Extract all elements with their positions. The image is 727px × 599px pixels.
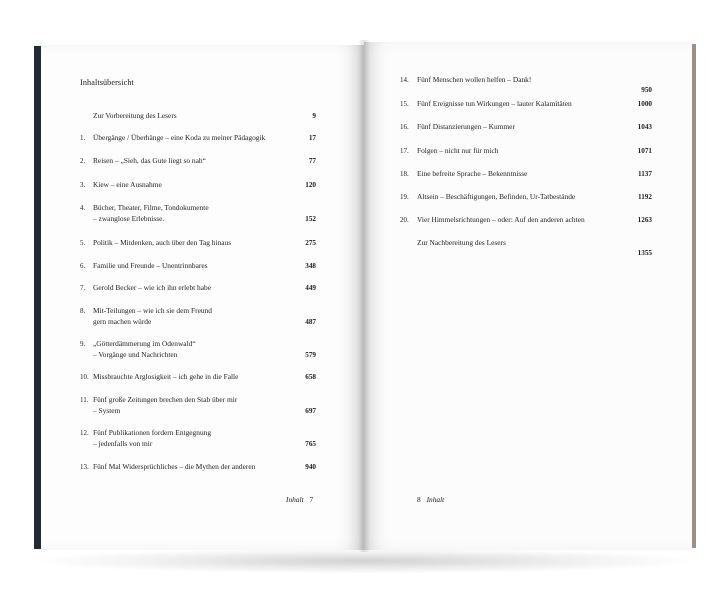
right-page-edge: [692, 44, 696, 548]
toc-entry-title: Fünf Mal Widersprüchliches – die Mythen der anderen: [93, 462, 256, 471]
toc-entry-page-number: 275: [305, 239, 316, 247]
toc-entry-page-number: 1137: [638, 170, 652, 178]
toc-entry-number: 7.: [80, 284, 86, 292]
toc-entry-title: Fünf große Zeitungen brechen den Stab über mir: [93, 395, 238, 404]
toc-entry-title: – System: [93, 406, 121, 415]
toc-entry-page-number: 1043: [637, 123, 652, 131]
toc-entry-page-number: 77: [308, 157, 316, 165]
toc-entry-number: 3.: [80, 181, 86, 189]
toc-entry-title: – jedenfalls von mir: [93, 439, 153, 448]
toc-entry-number: 4.: [80, 204, 86, 212]
toc-entry-title: Politik – Mitdenken, auch über den Tag hinaus: [93, 238, 232, 247]
right-footer-page-number: 8: [417, 495, 421, 504]
toc-entry-page-number: 152: [305, 215, 316, 223]
toc-entry-title: – Vorgänge und Nachrichten: [93, 350, 178, 359]
toc-entry-page-number: 120: [305, 181, 316, 189]
toc-entry-title: Übergänge / Überhänge – eine Koda zu meiner Pädagogik: [93, 133, 266, 142]
toc-entry-number: 10.: [80, 373, 89, 381]
toc-entry-title: Vier Himmelsrichtungen – oder: Auf den anderen achten: [417, 215, 585, 224]
toc-entry-title: Fünf Distanzierungen – Kummer: [417, 122, 515, 131]
toc-entry-number: 8.: [80, 307, 86, 315]
toc-entry-number: 17.: [400, 147, 409, 155]
toc-entry-title: Folgen – nicht nur für mich: [417, 146, 499, 155]
toc-entry-title: Fünf Menschen wollen helfen – Dank!: [417, 75, 532, 84]
toc-entry-page-number: 765: [305, 440, 316, 448]
right-page: [364, 42, 695, 550]
toc-entry-page-number: 579: [305, 351, 316, 359]
toc-entry-number: 5.: [80, 239, 86, 247]
toc-entry-page-number: 348: [305, 262, 316, 270]
toc-entry-page-number: 17: [308, 134, 316, 142]
right-footer-label: Inhalt: [426, 495, 445, 504]
toc-entry-page-number: 1263: [637, 216, 652, 224]
toc-entry-title: Missbrauchte Arglosigkeit – ich gehe in die Falle: [93, 372, 239, 381]
toc-entry-number: 15.: [400, 100, 409, 108]
left-cover-edge: [34, 46, 41, 549]
toc-entry-title: – zwanglose Erlebnisse.: [93, 214, 165, 223]
toc-entry-title: Zur Vorbereitung des Lesers: [93, 111, 177, 120]
left-footer-label: Inhalt: [286, 495, 304, 504]
toc-entry-page-number: 1355: [637, 249, 652, 257]
toc-entry-title: Bücher, Theater, Filme, Tondokumente: [93, 203, 209, 212]
toc-entry-number: 1.: [80, 134, 86, 142]
toc-entry-page-number: 940: [305, 463, 316, 471]
toc-entry-number: 18.: [400, 170, 409, 178]
toc-entry-number: 16.: [400, 123, 409, 131]
toc-entry-number: 14.: [400, 76, 409, 84]
toc-entry-number: 9.: [80, 340, 86, 348]
toc-entry-page-number: 1192: [638, 193, 652, 201]
toc-entry-title: Familie und Freunde – Unentrinnbares: [93, 261, 208, 270]
toc-entry-number: 12.: [80, 429, 89, 437]
toc-entry-title: Eine befreite Sprache – Bekenntnisse: [417, 169, 528, 178]
toc-entry-title: Zur Nachbereitung des Lesers: [417, 238, 506, 247]
toc-entry-page-number: 697: [305, 407, 316, 415]
toc-entry-title: Mit-Teilungen – wie ich sie dem Freund: [93, 306, 212, 315]
toc-entry-page-number: 658: [305, 373, 316, 381]
toc-entry-page-number: 1071: [637, 147, 652, 155]
toc-entry-title: „Götterdämmerung im Odenwald“: [93, 339, 196, 348]
toc-heading: Inhaltsübersicht: [80, 78, 134, 87]
toc-entry-title: Gerold Becker – wie ich ihn erlebt habe: [93, 283, 211, 292]
toc-entry-title: gern machen würde: [93, 317, 152, 326]
toc-entry-number: 13.: [80, 463, 89, 471]
toc-entry-page-number: 950: [641, 86, 652, 94]
toc-entry-page-number: 1000: [637, 100, 652, 108]
toc-entry-title: Fünf Ereignisse tun Wirkungen – lauter Kalamitäten: [417, 99, 572, 108]
toc-entry-page-number: 9: [312, 112, 316, 120]
toc-entry-title: Kiew – eine Ausnahme: [93, 180, 162, 189]
toc-entry-number: 2.: [80, 157, 86, 165]
toc-entry-number: 6.: [80, 262, 86, 270]
left-footer: [286, 495, 313, 504]
toc-entry-number: 19.: [400, 193, 409, 201]
toc-entry-number: 20.: [400, 216, 409, 224]
left-footer-page-number: 7: [309, 495, 314, 504]
toc-entry-title: Altsein – Beschäftigungen, Befinden, Ur-Tatbestände: [417, 192, 576, 201]
toc-entry-page-number: 487: [305, 318, 316, 326]
book-spine: [358, 40, 370, 552]
toc-entry-page-number: 449: [305, 284, 316, 292]
toc-entry-number: 11.: [80, 396, 89, 404]
right-footer: [417, 495, 444, 504]
toc-entry-title: Reisen – „Sieh, das Gute liegt so nah“: [93, 156, 206, 165]
toc-entry-title: Fünf Publikationen fordern Entgegnung: [93, 428, 212, 437]
